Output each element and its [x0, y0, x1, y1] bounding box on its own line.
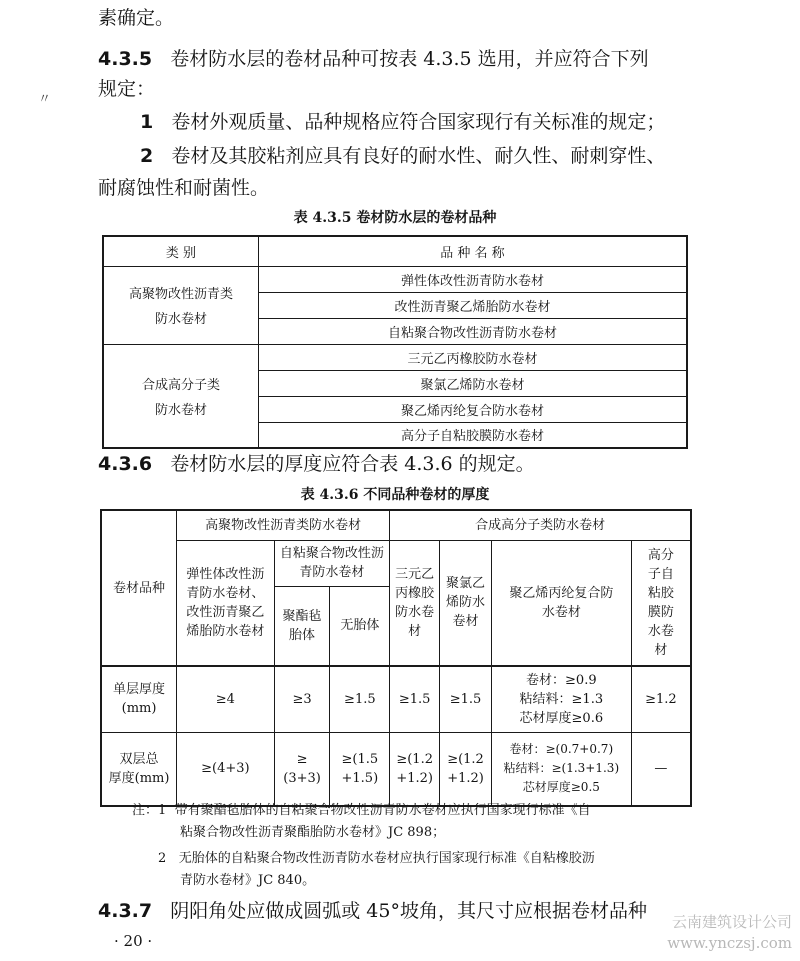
value-line: +1.2)	[396, 770, 433, 786]
note-2-line2: 青防水卷材》JC 840。	[180, 873, 316, 888]
value-cell-multi	[330, 732, 390, 806]
category-line: 高聚物改性沥青类	[128, 287, 233, 302]
value-line: 粘结料：≥(1.3+1.3)	[503, 761, 620, 776]
value-cell-multi	[491, 732, 631, 806]
table1-caption: 表 4.3.5 卷材防水层的卷材品种	[293, 210, 497, 226]
value-cell: ≥1.2	[631, 666, 691, 732]
watermark-line: 云南建筑设计公司	[671, 913, 792, 931]
header-product-name: 品 种 名 称	[258, 236, 687, 266]
value-line: 卷材：≥(0.7+0.7)	[509, 742, 614, 757]
table-4-3-6	[100, 509, 692, 807]
note-number: 2	[158, 851, 167, 866]
row-label-single	[101, 666, 177, 732]
col-header-text: 自粘聚合物改性沥青防水卷材	[279, 546, 384, 580]
section-4-3-5-line1	[98, 45, 649, 73]
group-header-asphalt: 高聚物改性沥青类防水卷材	[177, 510, 390, 540]
section-text: 卷材防水层的厚度应符合表 4.3.6 的规定。	[170, 453, 535, 475]
page-number: · 20 ·	[114, 932, 153, 950]
col-header-elastomer	[177, 540, 275, 666]
value-cell-multi	[390, 732, 440, 806]
value-cell: ≥1.5	[330, 666, 390, 732]
product-cell: 自粘聚合物改性沥青防水卷材	[258, 318, 687, 344]
section-number: 4.3.5	[98, 48, 153, 70]
col-header-epdm	[390, 540, 440, 666]
row-label-line: 厚度(mm)	[108, 770, 170, 786]
col-header-pe-polypropylene	[491, 540, 631, 666]
watermark-line: www.ynczsj.com	[667, 934, 792, 952]
product-cell: 高分子自粘胶膜防水卷材	[258, 422, 687, 448]
value-cell: ≥4	[177, 666, 275, 732]
value-line: ≥(1.2	[396, 751, 433, 767]
category-cell	[103, 344, 258, 448]
col-header-self-adhesive-film	[631, 540, 691, 666]
col-header-polyester	[274, 586, 330, 666]
item-number: 2	[140, 145, 154, 167]
col-header-self-adhesive	[274, 540, 390, 586]
category-cell	[103, 266, 258, 344]
value-line: ≥(1.2	[447, 751, 484, 767]
item-1	[140, 108, 665, 136]
section-number: 4.3.6	[98, 453, 153, 475]
category-line: 防水卷材	[154, 402, 207, 418]
col-header-text: 聚酯毡胎体	[282, 608, 322, 643]
value-cell-multi	[274, 732, 330, 806]
value-line: (3+3)	[283, 770, 321, 786]
row-label-line: (mm)	[121, 701, 157, 717]
category-line: 合成高分子类	[141, 377, 220, 393]
section-4-3-6	[98, 450, 535, 478]
product-cell: 弹性体改性沥青防水卷材	[258, 266, 687, 292]
group-header-polymer: 合成高分子类防水卷材	[390, 510, 691, 540]
value-line: ≥	[296, 751, 308, 767]
table-4-3-5	[102, 235, 688, 449]
col-header-text: 聚氯乙烯防水卷材	[446, 576, 486, 630]
col-header-text: 三元乙丙橡胶防水卷材	[395, 566, 435, 639]
item-2	[140, 142, 665, 170]
value-cell: —	[631, 732, 691, 806]
product-cell: 聚乙烯丙纶复合防水卷材	[258, 396, 687, 422]
col-header-text: 弹性体改性沥青防水卷材、改性沥青聚乙烯胎防水卷材	[186, 566, 265, 639]
section-number: 4.3.7	[98, 900, 153, 922]
note-label: 注：	[132, 803, 159, 818]
value-line: ≥(1.5	[341, 751, 379, 767]
row-label-line: 双层总	[119, 751, 159, 767]
header-category: 类 别	[103, 236, 258, 266]
item-text: 卷材及其胶粘剂应具有良好的耐水性、耐久性、耐刺穿性、	[171, 145, 666, 167]
table2-caption: 表 4.3.6 不同品种卷材的厚度	[300, 487, 490, 503]
note-1-line2: 粘聚合物改性沥青聚酯胎防水卷材》JC 898；	[180, 825, 446, 840]
value-line: 粘结料：≥1.3	[519, 691, 604, 707]
watermark	[560, 912, 792, 954]
section-text: 阴阳角处应做成圆弧或 45°坡角，其尺寸应根据卷材品种	[170, 900, 647, 922]
item-text: 卷材外观质量、品种规格应符合国家现行有关标准的规定；	[171, 111, 666, 133]
value-cell-multi	[440, 732, 492, 806]
value-line: 芯材厚度≥0.6	[519, 710, 604, 726]
note-1	[132, 800, 591, 822]
note-text: 带有聚酯毡胎体的自粘聚合物改性沥青防水卷材应执行国家现行标准《自	[174, 803, 591, 818]
value-line: 芯材厚度≥0.5	[522, 780, 600, 795]
col-header-text: 聚乙烯丙纶复合防水卷材	[509, 585, 614, 620]
margin-mark: 〃	[38, 92, 52, 107]
row-header: 卷材品种	[101, 510, 177, 666]
note-2	[158, 848, 595, 870]
item-number: 1	[140, 111, 154, 133]
value-cell: ≥3	[274, 666, 330, 732]
item-2-line2: 耐腐蚀性和耐菌性。	[98, 177, 270, 199]
col-header-pvc	[440, 540, 492, 666]
col-header-text: 高分子自粘胶膜防水卷材	[647, 547, 674, 658]
value-cell: ≥1.5	[390, 666, 440, 732]
value-line: +1.2)	[447, 770, 484, 786]
value-line: 卷材：≥0.9	[526, 672, 597, 688]
category-line: 防水卷材	[154, 312, 207, 327]
row-label-double	[101, 732, 177, 806]
col-header-no-carrier: 无胎体	[330, 586, 390, 666]
intro-line: 素确定。	[98, 7, 175, 29]
value-cell-multi	[491, 666, 631, 732]
product-cell: 改性沥青聚乙烯胎防水卷材	[258, 292, 687, 318]
value-cell: ≥1.5	[440, 666, 492, 732]
section-text: 卷材防水层的卷材品种可按表 4.3.5 选用，并应符合下列	[170, 48, 649, 70]
note-number: 1	[158, 803, 167, 818]
section-4-3-5-line2: 规定：	[98, 78, 156, 100]
row-label-line: 单层厚度	[113, 682, 166, 698]
value-cell: ≥(4+3)	[177, 732, 275, 806]
value-line: +1.5)	[341, 770, 379, 786]
note-text: 无胎体的自粘聚合物改性沥青防水卷材应执行国家现行标准《自粘橡胶沥	[178, 851, 595, 866]
product-cell: 三元乙丙橡胶防水卷材	[258, 344, 687, 370]
product-cell: 聚氯乙烯防水卷材	[258, 370, 687, 396]
